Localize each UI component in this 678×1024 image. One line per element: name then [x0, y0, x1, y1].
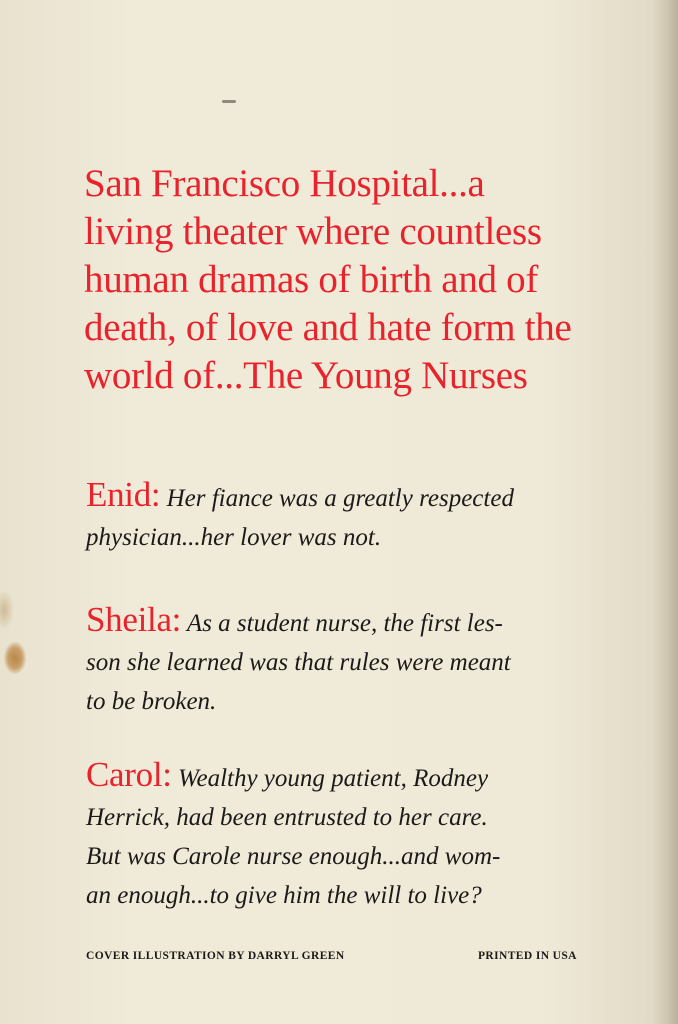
blurb-line: But was Carole nurse enough...and wom- — [86, 843, 501, 870]
cover-edge — [650, 0, 678, 1024]
headline-line: death, of love and hate form the — [84, 306, 572, 349]
blurb-line: Her fiance was a greatly respected — [166, 485, 514, 512]
paper-stain — [4, 642, 26, 674]
blurb-line: Wealthy young patient, Rodney — [177, 765, 489, 792]
headline-line: San Francisco Hospital...a — [84, 162, 485, 205]
character-name: Carol: — [86, 755, 172, 794]
headline-line: world of...The Young Nurses — [84, 354, 528, 397]
character-blurb-sheila — [86, 600, 626, 721]
headline — [84, 160, 644, 400]
blurb-line: physician...her lover was not. — [86, 524, 382, 551]
printed-in-label: PRINTED IN USA — [478, 950, 577, 962]
character-blurb-carol — [86, 755, 626, 915]
cover-credit: COVER ILLUSTRATION BY DARRYL GREEN — [86, 950, 345, 962]
paper-stain — [0, 590, 14, 630]
print-mark — [222, 100, 236, 103]
blurb-line: Herrick, had been entrusted to her care. — [86, 804, 488, 831]
character-blurb-enid — [86, 475, 626, 557]
headline-line: human dramas of birth and of — [84, 258, 539, 301]
blurb-line: son she learned was that rules were meant — [86, 649, 511, 676]
headline-line: living theater where countless — [84, 210, 542, 253]
blurb-line: an enough...to give him the will to live? — [86, 882, 482, 909]
character-name: Enid: — [86, 475, 161, 514]
blurb-line: to be broken. — [86, 688, 217, 715]
blurb-line: As a student nurse, the first les- — [186, 610, 503, 637]
character-name: Sheila: — [86, 600, 182, 639]
